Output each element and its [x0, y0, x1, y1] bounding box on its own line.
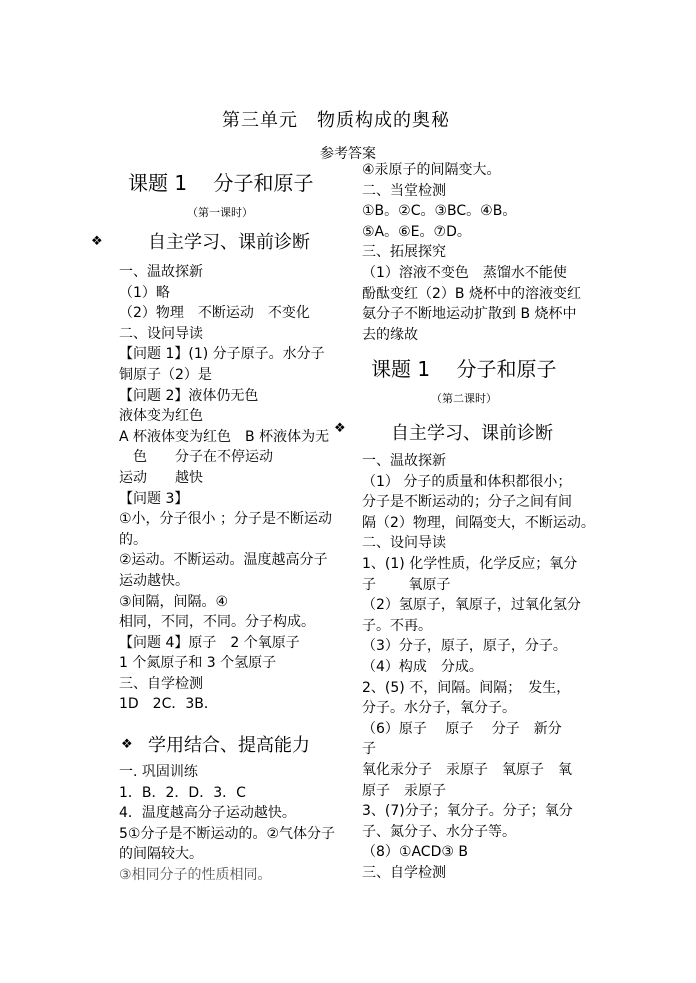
list-item: 液体变为红色 [119, 408, 203, 425]
list-item: （8）①ACD③ B [362, 844, 468, 861]
page-title: 第三单元 物质构成的奥秘 [222, 110, 450, 131]
list-item: 二、当堂检测 [362, 182, 446, 199]
list-item: 氧化汞分子 汞原子 氧原子 氧 [362, 761, 572, 778]
list-item: 分子是不断运动的；分子之间有间 [362, 494, 572, 511]
list-item: （1） 分子的质量和体积都很小； [362, 473, 572, 490]
list-item: （1）略 [119, 284, 170, 301]
right-lesson-title: 课题 1 分子和原子 [371, 357, 557, 381]
list-item: ③间隔，间隔。④ [119, 593, 229, 610]
list-item: （2）氢原子，氧原子，过氧化氢分 [362, 597, 581, 614]
list-item: 【问题 3】 [119, 490, 189, 507]
list-item: 子。不再。 [362, 617, 432, 634]
list-item: 运动越快。 [119, 572, 189, 589]
right-section1-heading: 自主学习、课前诊断 [391, 423, 553, 444]
list-item: 铜原子（2）是 [119, 366, 212, 383]
list-item: 【问题 2】液体仍无色 [119, 387, 259, 404]
left-session-label: （第一课时） [187, 206, 253, 219]
list-item: 酚酞变红（2）B 烧杯中的溶液变红 [362, 285, 581, 302]
list-item: 色 分子在不停运动 [119, 449, 273, 466]
left-block1 [119, 262, 359, 715]
list-item: 二、设问导读 [119, 325, 203, 342]
list-item: （1）溶液不变色 蒸馏水不能使 [362, 264, 567, 281]
list-item: 【问题 4】原子 2 个氧原子 [119, 634, 300, 651]
list-item: 一、温故探新 [362, 453, 446, 469]
list-item: 相同，不同，不同。分子构成。 [119, 614, 315, 631]
list-item: ⑤A。⑥E。⑦D。 [362, 223, 471, 240]
list-item: （3）分子，原子，原子，分子。 [362, 638, 567, 655]
left-block2 [119, 762, 359, 886]
list-item: 二、设问导读 [362, 535, 446, 552]
list-item: （6）原子 原子 分子 新分 [362, 720, 562, 737]
list-item: 3、(7)分子；氧分子。分子；氧分 [362, 803, 573, 820]
left-section1-heading: 自主学习、课前诊断 [148, 232, 310, 253]
list-item: 1．B．2．D．3．C [119, 784, 246, 801]
left-lesson-title: 课题 1 分子和原子 [128, 171, 314, 195]
list-item: 一. 巩固训练 [119, 764, 198, 780]
list-item: 的。 [119, 531, 147, 548]
right-section1-bullet-icon: ❖ [334, 421, 346, 436]
list-item: ②运动。不断运动。温度越高分子 [119, 552, 328, 569]
page-subtitle: 参考答案 [320, 146, 376, 162]
list-item: 三、拓展探究 [362, 244, 446, 261]
list-item: 三、自学检测 [362, 864, 446, 881]
list-item: 氨分子不断地运动扩散到 B 烧杯中 [362, 306, 577, 323]
list-item: ①小，分子很小 ；分子是不断运动 [119, 511, 333, 528]
right-block-top [362, 160, 602, 345]
list-item: 的间隔较大。 [119, 846, 203, 863]
list-item: ①B。②C。③BC。④B。 [362, 203, 517, 220]
list-item: 1D 2C．3B． [119, 696, 218, 713]
list-item: 子 氧原子 [362, 576, 451, 593]
list-item: 4．温度越高分子运动越快。 [119, 805, 296, 822]
list-item: 原子 汞原子 [362, 782, 446, 799]
list-item: 1 个氮原子和 3 个氢原子 [119, 655, 277, 672]
list-item: 子 [362, 741, 376, 758]
left-section2-bullet-icon: ❖ [121, 737, 133, 752]
list-item: 隔（2）物理，间隔变大，不断运动。 [362, 514, 595, 531]
list-item: A 杯液体变为红色 B 杯液体为无 [119, 428, 330, 445]
list-item: 【问题 1】(1) 分子原子。水分子 [119, 346, 325, 363]
list-item: ④汞原子的间隔变大。 [362, 162, 501, 178]
list-item: 子、氮分子、水分子等。 [362, 823, 516, 840]
list-item: 2、(5) 不，间隔。间隔； 发生， [362, 679, 571, 696]
list-item: 一、温故探新 [119, 264, 203, 280]
right-session-label: （第二课时） [431, 392, 497, 405]
list-item: （2）物理 不断运动 不变化 [119, 305, 310, 322]
list-item: 运动 越快 [119, 469, 203, 486]
list-item: 三、自学检测 [119, 675, 203, 692]
left-section1-bullet-icon: ❖ [91, 234, 103, 249]
list-item: 去的缘故 [362, 326, 418, 343]
list-item: 5①分子是不断运动的。②气体分子 [119, 825, 336, 842]
left-section2-heading: 学用结合、提高能力 [148, 735, 310, 756]
right-block-main [362, 451, 602, 883]
list-item: （4）构成 分成。 [362, 658, 483, 675]
list-item: 分子。水分子，氧分子。 [362, 700, 516, 717]
list-item: 1、(1) 化学性质，化学反应；氧分 [362, 555, 578, 572]
list-item: ③相同分子的性质相同。 [119, 866, 272, 883]
